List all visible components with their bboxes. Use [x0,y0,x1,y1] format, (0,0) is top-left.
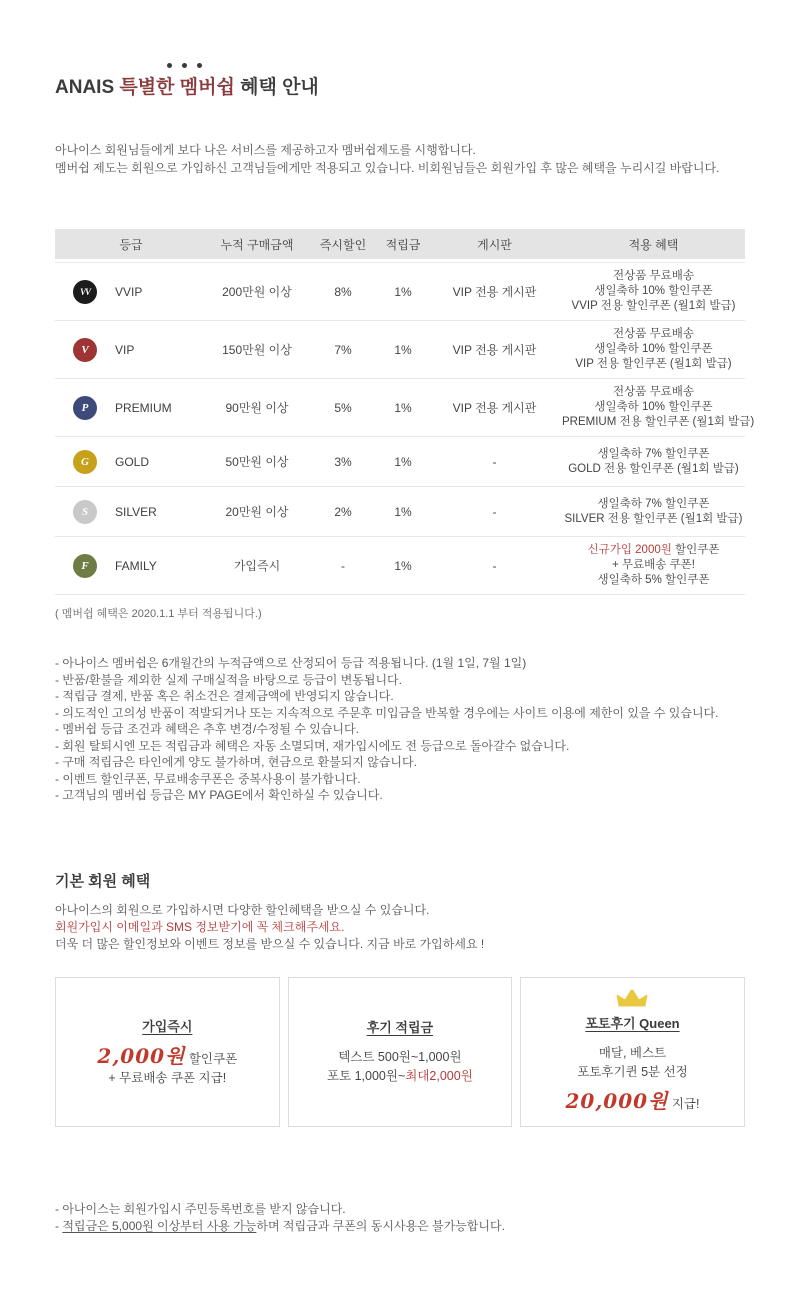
benefits-cell [562,327,745,372]
board-access: VIP 전용 게시판 [452,285,537,299]
text-segment: 할인쿠폰 [671,544,720,556]
grade-name: PREMIUM [115,400,172,415]
points-rate: 1% [394,342,412,357]
policy-note-line: - 멤버쉽 등급 조건과 혜택은 추후 변경/수정될 수 있습니다. [55,722,359,736]
decorative-dots [167,55,745,61]
grade-badge-cell [55,396,115,420]
text-segment: 생일축하 10% 할인쿠폰 [594,401,713,413]
basic-benefit-line: 아나이스의 회원으로 가입하시면 다양한 할인혜택을 받으실 수 있습니다. [55,902,430,917]
basic-benefit-line: 회원가입시 이메일과 SMS 정보받기에 꼭 체크해주세요. [55,919,345,934]
grade-badge-cell [55,500,115,524]
text-segment: 하며 적립금과 쿠폰의 동시사용은 불가능합니다. [256,1218,505,1233]
benefit-line [562,299,745,314]
text-segment: 전상품 무료배송 [613,386,694,398]
benefits-cell [562,497,745,527]
text-segment: 포토후기퀸 5분 선정 [577,1065,688,1079]
instant-discount: 5% [334,400,352,415]
text-segment: - [55,1218,63,1233]
grade-name: SILVER [115,504,157,519]
benefit-line [562,497,745,512]
policy-notes [55,655,745,804]
basic-benefits-heading: 기본 회원 혜택 [55,872,151,890]
policy-note-line: - 구매 적립금은 타인에게 양도 불가하며, 현금으로 환불되지 않습니다. [55,755,417,769]
text-segment: 전상품 무료배송 [613,270,694,282]
title-suffix: 혜택 안내 [234,77,319,98]
policy-note-line: - 의도적인 고의성 반품이 적발되거나 또는 지속적으로 주문후 미입금을 반복할 경우에는 사이트 이용에 제한이 있을 수 있습니다. [55,705,719,720]
purchase-amount: 150만원 이상 [222,343,292,357]
text-segment: SILVER 전용 할인쿠폰 (월1회 발급) [564,512,743,525]
grade-name: GOLD [115,454,150,469]
header-amount: 누적 구매금액 [220,237,294,252]
board-access: VIP 전용 게시판 [452,401,537,415]
benefit-line [562,284,745,299]
grade-badge-icon: VV [73,280,97,304]
benefit-box-line [565,1089,700,1114]
purchase-amount: 200만원 이상 [222,285,292,299]
policy-note-line: - 적립금 결제, 반품 혹은 취소건은 결제금액에 반영되지 않습니다. [55,689,394,703]
header-board: 게시판 [477,237,512,252]
grade-name: VIP [115,342,135,357]
intro-line: 아나이스 회원님들에게 보다 나은 서비스를 제공하고자 멤버쉽제도를 시행합니다. [55,143,476,157]
text-segment: 매달, 베스트 [598,1046,667,1060]
benefit-line [562,447,745,462]
table-note: ( 멤버쉽 혜택은 2020.1.1 부터 적용됩니다.) [55,608,262,620]
benefits-cell [562,543,745,588]
dot-icon [167,63,172,68]
benefit-box-line [599,1044,666,1063]
purchase-amount: 50만원 이상 [225,455,289,469]
table-row [55,321,745,379]
intro-line: 멤버쉽 제도는 회원으로 가입하신 고객님들에게만 적용되고 있습니다. 비회원님들은 회원가입 후 많은 혜택을 누리시길 바랍니다. [55,161,720,175]
header-points: 적립금 [385,237,421,252]
text-segment: VIP 전용 할인쿠폰 (월1회 발급) [575,358,732,370]
membership-page [0,55,800,1300]
intro-text [55,141,745,177]
text-segment: 생일축하 7% 할인쿠폰 [597,447,710,460]
grade-badge-icon: P [73,396,97,420]
benefit-box-title: 포토후기 Queen [585,1016,680,1031]
benefits-cell [562,447,745,477]
benefits-cell [562,385,755,430]
text-segment: - 아나이스는 회원가입시 주민등록번호를 받지 않습니다. [55,1201,346,1216]
price-text: 2,000원 [97,1043,186,1068]
text-segment: GOLD 전용 할인쿠폰 (월1회 발급) [568,462,739,475]
benefit-box-line [327,1067,473,1086]
text-segment: + 무료배송 쿠폰 지급! [108,1070,227,1085]
grade-name: VVIP [115,284,143,299]
purchase-amount: 20만원 이상 [225,505,289,519]
benefit-box-line [577,1063,688,1082]
grade-badge-icon: G [73,450,97,474]
benefit-box-line [108,1069,226,1088]
policy-note-line: - 회원 탈퇴시엔 모든 적립금과 혜택은 자동 소멸되며, 재가입시에도 전 등급으로 돌아갈수 없습니다. [55,738,570,753]
policy-note-line: - 이벤트 할인쿠폰, 무료배송쿠폰은 중복사용이 불가합니다. [55,771,361,786]
grade-badge-cell [55,554,115,578]
text-segment: PREMIUM 전용 할인쿠폰 (월1회 발급) [562,416,755,428]
benefit-line [562,357,745,372]
table-header-row [55,229,745,259]
text-segment: 생일축하 10% 할인쿠폰 [594,343,713,355]
footer-note-line [55,1201,745,1218]
membership-table [55,229,755,595]
benefit-line [562,400,745,415]
dot-icon [197,63,202,68]
price-text: 20,000원 [565,1089,669,1113]
grade-badge-cell [55,280,115,304]
benefit-line [562,543,745,558]
instant-discount: 7% [334,342,352,357]
benefits-cell [562,269,745,314]
policy-note-line: - 반품/환불을 제외한 실제 구매실적을 바탕으로 등급이 변동됩니다. [55,672,402,687]
grade-badge-icon: F [73,554,97,578]
text-segment: + 무료배송 쿠폰! [612,559,695,571]
table-row [55,537,745,595]
benefit-box [288,977,513,1127]
benefit-line [562,342,745,357]
policy-note-line: - 아나이스 멤버쉽은 6개월간의 누적금액으로 산정되어 등급 적용됩니다. (1월 1일, 7월 1일) [55,656,527,670]
table-row [55,379,755,437]
text-segment: 생일축하 5% 할인쿠폰 [597,574,710,586]
points-rate: 1% [394,454,412,469]
benefit-line [562,573,745,588]
table-row [55,263,745,321]
benefit-box-line [338,1048,461,1067]
benefit-box-title: 후기 적립금 [366,1020,434,1035]
grade-name: FAMILY [115,558,157,573]
table-body [55,262,755,595]
benefit-box-line [97,1043,238,1069]
text-segment: 텍스트 500원~1,000원 [338,1050,462,1064]
points-rate: 1% [394,284,412,299]
benefit-line [562,385,745,400]
board-access: - [492,558,497,573]
purchase-amount: 가입즉시 [233,559,281,573]
purchase-amount: 90만원 이상 [225,401,289,415]
benefit-line [562,558,745,573]
table-row [55,487,745,537]
grade-badge-icon: V [73,338,97,362]
text-segment: 지급! [668,1097,700,1111]
board-access: - [492,454,497,469]
benefit-line [562,327,745,342]
header-discount: 즉시할인 [319,237,367,252]
title-highlight: 특별한 멤버쉽 [119,77,235,98]
grade-badge-cell [55,450,115,474]
instant-discount: 2% [334,504,352,519]
page-title [55,75,745,101]
text-segment: 할인쿠폰 [185,1051,238,1066]
instant-discount: 8% [334,284,352,299]
header-benefit: 적용 혜택 [628,237,679,252]
text-segment: VVIP 전용 할인쿠폰 (월1회 발급) [571,300,736,312]
text-segment: 전상품 무료배송 [613,328,694,340]
board-access: VIP 전용 게시판 [452,343,537,357]
policy-note-line: - 고객님의 멤버쉽 등급은 MY PAGE에서 확인하실 수 있습니다. [55,788,383,802]
accent-text: 신규가입 2000원 [587,544,672,556]
basic-benefit-line: 더욱 더 많은 할인정보와 이벤트 정보를 받으실 수 있습니다. 지금 바로 가입하세요 ! [55,936,485,951]
footer-notes [55,1201,745,1235]
header-grade: 등급 [119,237,143,252]
text-segment: 적립금은 5,000원 이상부터 사용 가능 [62,1218,257,1233]
basic-benefits-text [55,902,745,953]
benefit-line [562,415,755,430]
benefit-box [55,977,280,1127]
footer-note-line [55,1218,745,1235]
title-prefix: ANAIS [55,77,120,98]
benefit-line [562,269,745,284]
text-segment: 생일축하 7% 할인쿠폰 [597,497,710,510]
grade-badge-icon: S [73,500,97,524]
board-access: - [492,504,497,519]
benefit-line [562,462,745,477]
points-rate: 1% [394,558,412,573]
text-segment: 생일축하 10% 할인쿠폰 [594,285,713,297]
benefit-box [520,977,745,1127]
accent-text: 최대2,000원 [405,1069,473,1083]
points-rate: 1% [394,400,412,415]
benefit-boxes [55,977,745,1127]
dot-icon [182,63,187,68]
instant-discount: 3% [334,454,352,469]
instant-discount: - [341,558,345,573]
crown-icon [615,989,649,1009]
benefit-line [562,512,745,527]
benefit-box-title: 가입즉시 [142,1018,193,1034]
text-segment: 포토 1,000원~ [326,1069,406,1083]
grade-badge-cell [55,338,115,362]
points-rate: 1% [394,504,412,519]
table-row [55,437,745,487]
